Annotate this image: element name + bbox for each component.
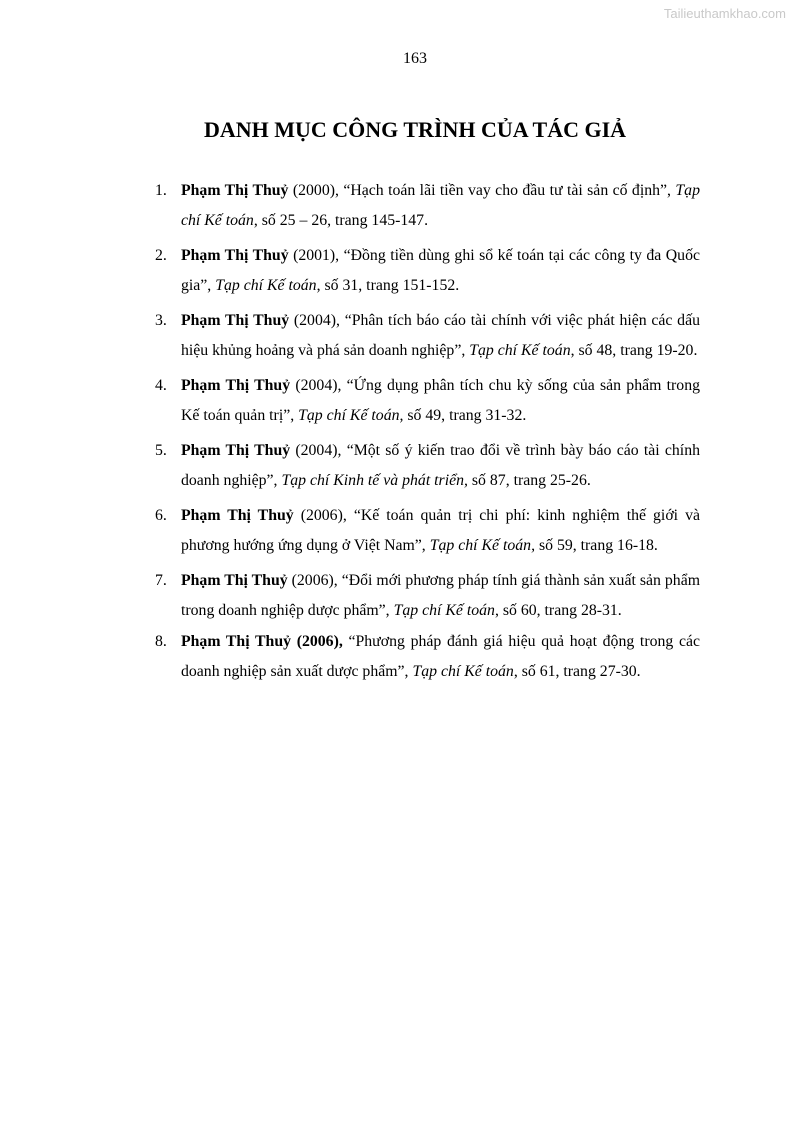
watermark: Tailieuthamkhao.com [663, 6, 786, 21]
journal-name: Tạp chí Kế toán, [429, 537, 536, 554]
year: (2000), [288, 182, 344, 199]
year: (2006), [293, 507, 354, 524]
article-title: “Ứng dụng phân tích chu kỳ sống của sản phẩm trong Kế toán quản trị”, [181, 377, 700, 424]
publication-list [150, 176, 700, 692]
page-number: 163 [403, 50, 427, 67]
publication-item [150, 501, 700, 561]
year: (2004), [289, 312, 345, 329]
author: Phạm Thị Thuỷ [181, 572, 288, 589]
item-number: 2. [155, 247, 167, 264]
publication-item [150, 627, 700, 687]
article-title: “Đổi mới phương pháp tính giá thành sản xuất sản phẩm trong doanh nghiệp dược phẩm”, [181, 572, 700, 619]
journal-name: Tạp chí Kế toán [469, 342, 571, 359]
issue-details: số 49, trang 31-32. [403, 407, 527, 424]
issue-details: số 87, trang 25-26. [467, 472, 591, 489]
article-title: “Hạch toán lãi tiền vay cho đầu tư tài sản cố định”, [343, 182, 676, 199]
year: (2006), [287, 572, 342, 589]
item-number: 5. [155, 442, 167, 459]
journal-name: Tạp chí Kế toán [393, 602, 495, 619]
author: Phạm Thị Thuỷ [181, 633, 292, 650]
year: (2004), [290, 442, 347, 459]
publication-item [150, 566, 700, 626]
item-number: 7. [155, 572, 167, 589]
page-title: DANH MỤC CÔNG TRÌNH CỦA TÁC GIẢ [203, 117, 627, 142]
author: Phạm Thị Thuỷ [181, 182, 289, 199]
article-title: “Đồng tiền dùng ghi sổ kế toán tại các công ty đa Quốc gia”, [181, 247, 700, 294]
issue-details: , số 48, trang 19-20. [570, 342, 698, 359]
journal-name: Tạp chí Kế toán, [298, 407, 404, 424]
year: (2004), [290, 377, 347, 394]
issue-details: số 59, trang 16-18. [535, 537, 658, 554]
journal-name: Tạp chí Kinh tế và phát triển, [281, 472, 468, 489]
article-title: “Kế toán quản trị chi phí: kinh nghiệm thế giới và phương hướng ứng dụng ở Việt Nam”, [181, 507, 700, 554]
item-number: 1. [155, 182, 167, 199]
issue-details: , số 25 – 26, trang 145-147. [253, 212, 429, 229]
journal-name: Tạp chí Kế toán [412, 663, 514, 680]
article-title: “Phân tích báo cáo tài chính với việc phát hiện các dấu hiệu khủng hoảng và phá sản doanh nghiệp”, [181, 312, 700, 359]
issue-details: , số 60, trang 28-31. [494, 602, 622, 619]
item-number: 8. [155, 633, 167, 650]
article-title: “Phương pháp đánh giá hiệu quả hoạt động trong các doanh nghiệp sản xuất dược phẩm”, [181, 633, 700, 680]
article-title: “Một số ý kiến trao đổi về trình bày báo cáo tài chính doanh nghiệp”, [181, 442, 700, 489]
publication-item [150, 176, 700, 236]
publication-item [150, 241, 700, 301]
year: (2001), [288, 247, 344, 264]
item-number: 6. [155, 507, 167, 524]
item-number: 3. [155, 312, 167, 329]
issue-details: , số 31, trang 151-152. [316, 277, 460, 294]
author: Phạm Thị Thuỷ [181, 377, 291, 394]
journal-name: Tạp chí Kế toán [215, 277, 317, 294]
author: Phạm Thị Thuỷ [181, 247, 289, 264]
author: Phạm Thị Thuỷ [181, 312, 290, 329]
issue-details: , số 61, trang 27-30. [513, 663, 641, 680]
publication-item [150, 306, 700, 366]
item-number: 4. [155, 377, 167, 394]
publication-item [150, 371, 700, 431]
author: Phạm Thị Thuỷ [181, 442, 291, 459]
journal-name: Tạp chí Kế toán [181, 182, 700, 229]
publication-item [150, 436, 700, 496]
author: Phạm Thị Thuỷ [181, 507, 294, 524]
year: (2006), [291, 633, 343, 650]
